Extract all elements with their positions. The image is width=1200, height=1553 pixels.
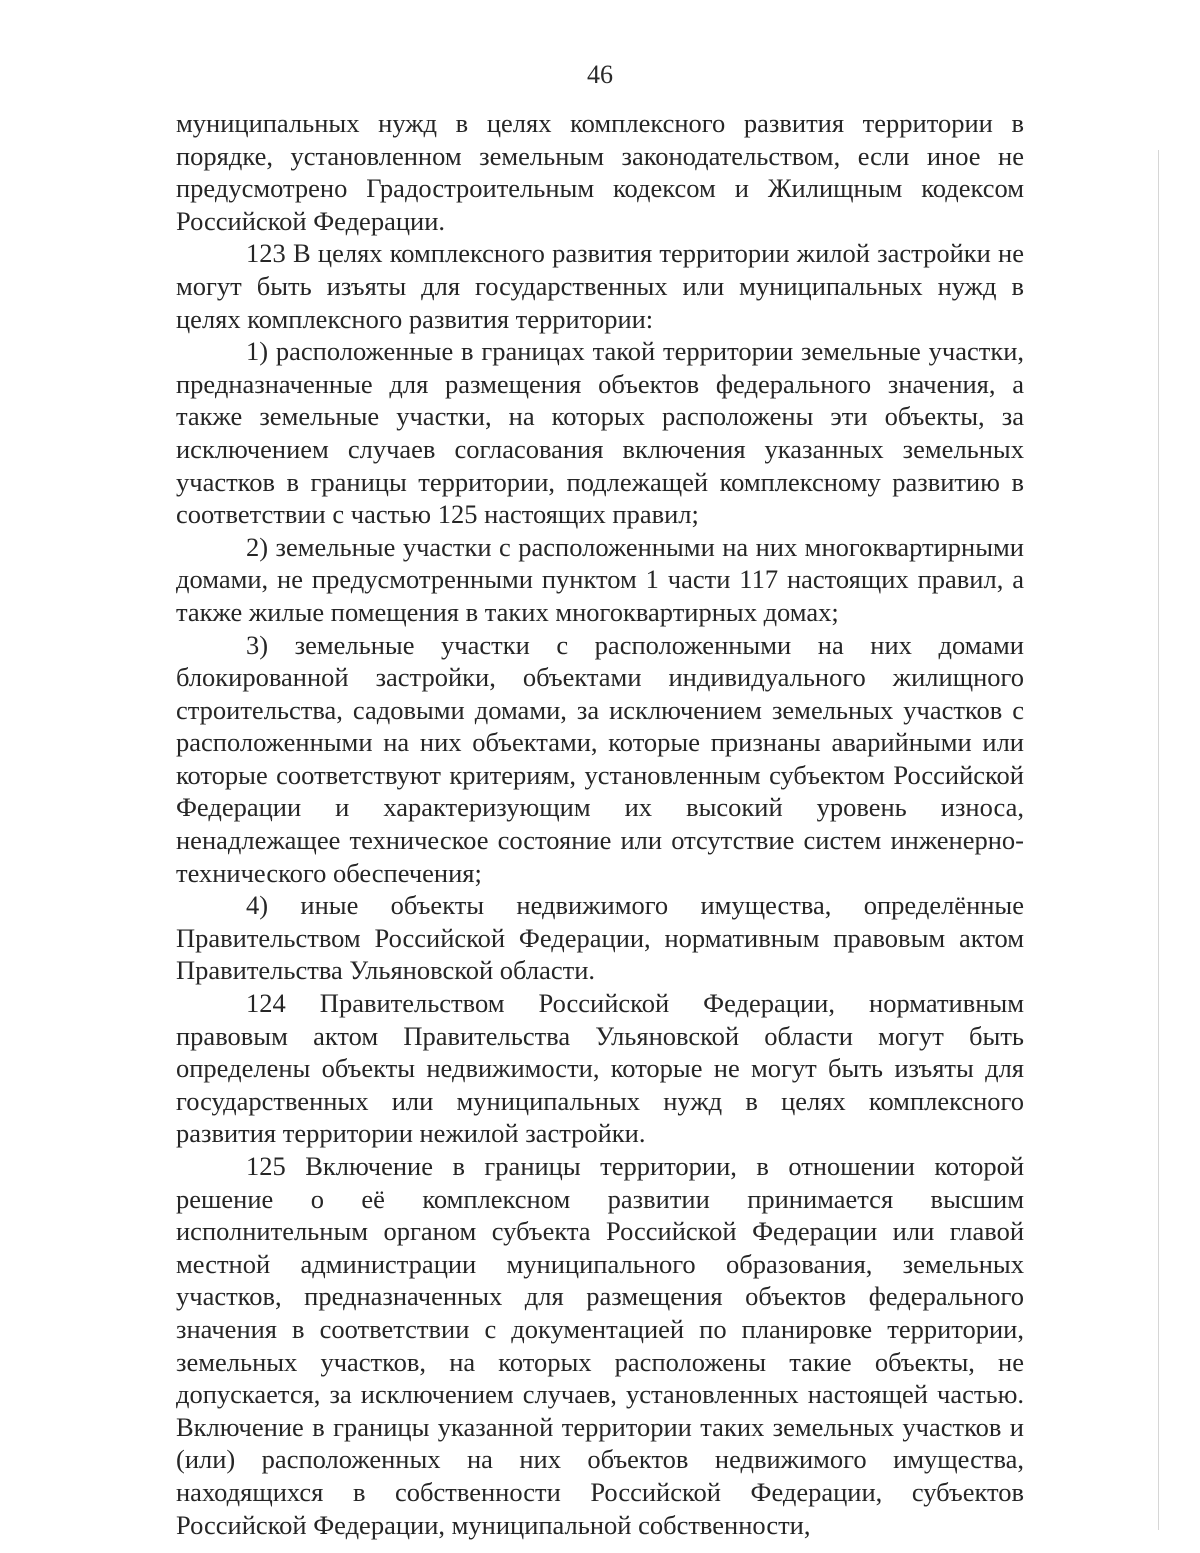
document-body [176,107,1024,1541]
scan-margin-line [1158,150,1159,1530]
list-item-1: 1) расположенные в границах такой территории земельные участки, предназначенные для размещения объектов федерального значения, а также земельные участки, на которых расположены эти объекты, за исключением случаев согласования включения указанных земельных участков в границы территории, подлежащей комплексному развитию в соответствии с частью 125 настоящих правил; [176,336,1024,530]
list-item-3: 3) земельные участки с расположенными на них домами блокированной застройки, объектами индивидуального жилищного строительства, садовыми домами, за исключением земельных участков с расположенными на них объектами, которые признаны аварийными или которые соответствуют критериям, установленным субъектом Российской Федерации и характеризующим их высокий уровень износа, ненадлежащее техническое состояние или отсутствие систем инженерно-технического обеспечения; [176,629,1024,888]
paragraph-125: 125 Включение в границы территории, в отношении которой решение о её комплексном развитии принимается высшим исполнительным органом субъекта Российской Федерации или главой местной администрации муниципального образования, земельных участков, предназначенных для размещения объектов федерального значения в соответствии с документацией по планировке территории, земельных участков, на которых расположены такие объекты, не допускается, за исключением случаев, установленных настоящей частью. Включение в границы указанной территории таких земельных участков и (или) расположенных на них объектов недвижимого имущества, находящихся в собственности Российской Федерации, субъектов Российской Федерации, муниципальной собственности, [176,1151,1024,1540]
paragraph-124: 124 Правительством Российской Федерации, нормативным правовым актом Правительства Ульяновской области могут быть определены объекты недвижимости, которые не могут быть изъяты для государственных или муниципальных нужд в целях комплексного развития территории нежилой застройки. [176,988,1024,1149]
list-item-2: 2) земельные участки с расположенными на них многоквартирными домами, не предусмотренными пунктом 1 части 117 настоящих правил, а также жилые помещения в таких многоквартирных домах; [176,531,1024,627]
paragraph-123: 123 В целях комплексного развития территории жилой застройки не могут быть изъяты для государственных или муниципальных нужд в целях комплексного развития территории: [176,238,1024,334]
page-number: 46 [587,60,613,89]
paragraph-continuation: муниципальных нужд в целях комплексного развития территории в порядке, установленном земельным законодательством, если иное не предусмотрено Градостроительным кодексом и Жилищным кодексом Российской Федерации. [176,108,1024,236]
list-item-4: 4) иные объекты недвижимого имущества, определённые Правительством Российской Федерации, нормативным правовым актом Правительства Ульяновской области. [176,890,1024,986]
